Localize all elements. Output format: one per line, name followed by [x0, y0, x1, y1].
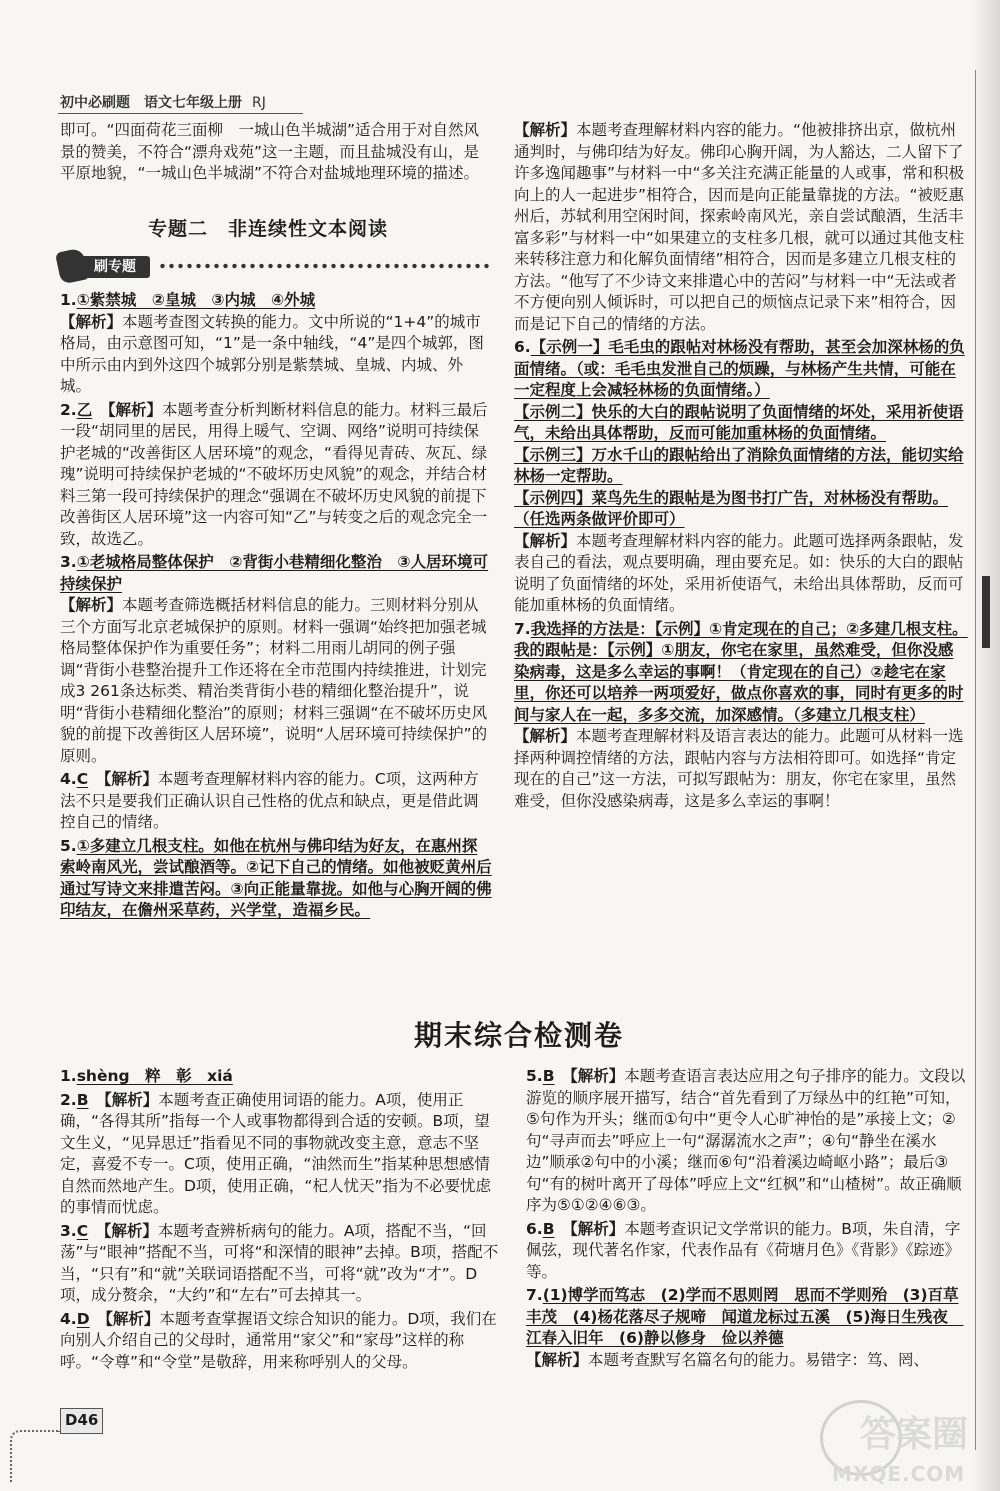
analysis-tag: 【解析】: [107, 400, 162, 419]
section-title: 专题二 非连续性文本阅读: [148, 218, 389, 240]
header-rule: [58, 113, 303, 114]
analysis-text: 本题考查掌握语文综合知识的能力。D项，我们在向别人介绍自己的父母时，通常用“家父”和“家母”这样的称呼。“令尊”和“令堂”是敬辞，用来称呼别人的父母。: [60, 1309, 497, 1371]
header-series: 初中必刷题: [60, 95, 130, 111]
final-question-3: 3.C 【解析】本题考查辨析病句的能力。A项，搭配不当，“回荡”与“眼神”搭配不当，可将“和深情的眼神”去掉。B项，搭配不当，“只有”和“就”关联词语搭配不当，可将“就”改为“才”。D项，成分赘余，“大约”和“左右”可去掉其一。: [60, 1221, 499, 1304]
answer: D: [76, 1309, 90, 1328]
page-number: D46: [60, 1408, 103, 1434]
analysis-text: 本题考查正确使用词语的能力。A项，使用正确，“各得其所”指每一个人或事物都得到合适的安顿。B项，望文生义，“见异思迁”指看见不同的事物就改变主意，意志不坚定，喜爱不专一。C项，使用正确，“油然而生”指某种思想感情自然而然地产生。D项，使用正确，“杞人忧天”指为不必要忧虑的事情而忧虑。: [60, 1090, 491, 1216]
question-1: 1.①紫禁城 ②皇城 ③内城 ④外城 【解析】本题考查图文转换的能力。文中所说的“1+4”的城市格局，由示意图可知，“1”是一条中轴线，“4”是四个城郭，图中所示由内到外这四个城郭分别是紫禁城、皇城、内城、外城。: [60, 291, 484, 395]
analysis-text: 本题考查图文转换的能力。文中所说的“1+4”的城市格局，由示意图可知，“1”是一条中轴线，“4”是四个城郭，图中所示由内到外这四个城郭分别是紫禁城、皇城、内城、外城。: [60, 312, 484, 395]
analysis-tag: 【解析】: [103, 770, 158, 788]
analysis-tag: 【解析】: [514, 121, 577, 139]
final-question-2: 2.B 【解析】本题考查正确使用词语的能力。A项，使用正确，“各得其所”指每一个人或事物都得到合适的安顿。B项，望文生义，“见异思迁”指看见不同的事物就改变主意，意志不坚定，喜爱不专一。C项，使用正确，“油然而生”指某种思想感情自然而然地产生。D项，使用正确，“杞人忧天”指为不必要忧虑的事情而忧虑。: [60, 1090, 491, 1216]
header-edition: RJ: [252, 95, 266, 111]
left-top-column: [60, 120, 492, 187]
answer: B: [542, 1219, 555, 1238]
analysis-tag: 【解析】: [514, 727, 577, 745]
site-watermark: [820, 1400, 990, 1490]
page-fold-line: [975, 70, 976, 1450]
final-question-7: 7.(1)博学而笃志 (2)学而不思则罔 思而不学则殆 (3)百草丰茂 (4)杨花落尽子规啼 闻道龙标过五溪 (5)海日生残夜 江春入旧年 (6)静以修身 俭以养德 【解析】本题考查默写名篇名句的能力。易错字：笃、罔、: [526, 1286, 964, 1369]
final-exam-title: 期末综合检测卷: [414, 1019, 625, 1052]
reply-text: 我的跟帖是：【示例】①朋友，你宅在家里，虽然难受，但你没感染病毒，这是多么幸运的事啊！（肯定现在的自己）②趁宅在家里，你还可以培养一两项爱好，做点你喜欢的事，同时有更多的时间与家人在一起，多多交流，加深感情。（多建立几根支柱）: [514, 641, 964, 724]
answer: 乙: [76, 400, 93, 419]
intro-paragraph: 即可。“四面荷花三面柳 一城山色半城湖”适合用于对自然风景的赞美，不符合“漂舟戏苑”这一主题，而且盐城没有山，是平原地貌，“一城山色半城湖”不符合对盐城地理环境的描述。: [60, 121, 480, 182]
example-3: 【示例三】万水千山的跟帖给出了消除负面情绪的方法，能切实给林杨一定帮助。: [514, 445, 964, 485]
answer: B: [542, 1067, 555, 1085]
header-subject: 语文七年级上册: [144, 95, 242, 111]
question-7: 7.我选择的方法是：【示例】①肯定现在的自己；②多建几根支柱。 我的跟帖是：【示例】①朋友，你宅在家里，虽然难受，但你没感染病毒，这是多么幸运的事啊！（肯定现在的自己）②趁宅在家里，你还可以培养一两项爱好，做点你喜欢的事，同时有更多的时间与家人在一起，多多交流，加深感情。（多建立几根支柱） 【解析】本题考查理解材料及语言表达的能力。此题可从材料一选择两种调控情绪的方法，跟帖内容与方法相符即可。如选择“肯定现在的自己”这一方法，可拟写跟帖为：朋友，你宅在家里，虽然难受，但你没感染病毒，这是多么幸运的事啊！: [514, 619, 968, 810]
right-bottom-column: [526, 1066, 968, 1373]
analysis-text: 本题考查理解材料内容的能力。“他被排挤出京，做杭州通判时，与佛印结为好友。佛印心胸开阔，为人豁达，二人留下了许多逸闻趣事”与材料一中“多关注充满正能量的人或事，常和积极向上的人一起进步”相符合，因而是向正能量靠拢的方法。“被贬惠州后，苏轼利用空闲时间，探索岭南风光，亲自尝试酿酒，生活丰富多彩”与材料一中“如果建立的支柱多几根，就可以通过其他支柱来转移注意力和化解负面情绪”相符合，因而是多建立几根支柱的方法。“他写了不少诗文来排遣心中的苦闷”与材料一中“无法或者不方便向别人倾诉时，可以把自己的烦恼点记录下来”相符合，因而是记下自己的情绪的方法。: [514, 121, 965, 333]
final-question-5: 5.B 【解析】本题考查语言表达应用之句子排序的能力。文段以游览的顺序展开描写，结合“首先看到了万绿丛中的红艳”可知，⑤句作为开头；继而①句中“更令人心旷神怡的是”承接上文；②句“寻声而去”呼应上一句“潺潺流水之声”；④句“静坐在溪水边”顺承②句中的小溪；继而⑥句“沿着溪边崎岖小路”；最后③句“有的树叶离开了母体”呼应上文“红枫”和“山楂树”。故正确顺序为⑤①②④⑥③。: [526, 1067, 966, 1214]
answer: ①多建立几根支柱。如他在杭州与佛印结为好友，在惠州探索岭南风光，尝试酿酒等。②记下自己的情绪。如他被贬黄州后通过写诗文来排遣苦闷。③向正能量靠拢。如他与心胸开阔的佛印结友，在儋州采草药，兴学堂，造福乡民。: [60, 836, 492, 919]
corner-dotted-frame: [10, 1430, 60, 1482]
analysis-text: 本题考查筛选概括材料信息的能力。三则材料分别从三个方面写北京老城保护的原则。材料一强调“始终把加强老城格局整体保护作为重要任务”；材料二用雨儿胡同的例子强调“背街小巷整治提升工作还将在全市范围内持续推进，计划完成3 261条达标类、精治类背街小巷的精细化整治提升”，说明“背街小巷精细化整治”的原则；材料三强调“在不破坏历史风貌的前提下改善街区人居环境”，说明“人居环境可持续保护”的原则。: [60, 596, 488, 765]
analysis-tag: 【解析】: [105, 1309, 160, 1328]
question-2: 2.乙 【解析】本题考查分析判断材料信息的能力。材料三最后一段“胡同里的居民，用得上暖气、空调、网络”说明可持续保护老城的“改善街区人居环境”的观念，“看得见青砖、灰瓦、绿瑰”说明可持续保护老城的“不破坏历史风貌”的观念，并结合材料三第一段可持续保护的理念“强调在不破坏历史风貌的前提下改善街区人居环境”这一内容可知“乙”与转变之后的观念完全一致，故选乙。: [60, 400, 488, 548]
answer: C: [76, 770, 89, 788]
analysis-tag: 【解析】: [103, 1221, 158, 1240]
section-badge: [58, 250, 153, 282]
analysis-tag: 【解析】: [60, 312, 123, 331]
analysis-text: 本题考查分析判断材料信息的能力。材料三最后一段“胡同里的居民，用得上暖气、空调、网络”说明可持续保护老城的“改善街区人居环境”的观念，“看得见青砖、灰瓦、绿瑰”说明可持续保护老城的“不破坏历史风貌”的观念，并结合材料三第一段可持续保护的理念“强调在不破坏历史风貌的前提下改善街区人居环境”这一内容可知“乙”与转变之后的观念完全一致，故选乙。: [60, 400, 488, 548]
dotted-divider: [158, 262, 493, 270]
question-5: 5.①多建立几根支柱。如他在杭州与佛印结为好友，在惠州探索岭南风光，尝试酿酒等。②记下自己的情绪。如他被贬黄州后通过写诗文来排遣苦闷。③向正能量靠拢。如他与心胸开阔的佛印结友，在儋州采草药，兴学堂，造福乡民。: [60, 836, 492, 919]
final-question-1: 1.shèng 粹 彰 xiá: [60, 1067, 233, 1085]
answer: shèng 粹 彰 xiá: [76, 1067, 233, 1085]
final-question-6: 6.B 【解析】本题考查识记文学常识的能力。B项，朱自清，字佩弦，现代著名作家，代表作品有《荷塘月色》《背影》《踪迹》等。: [526, 1219, 961, 1281]
analysis-text: 本题考查理解材料内容的能力。此题可选择两条跟帖，发表自己的看法，观点要明确，理由要充足。如：快乐的大白的跟帖说明了负面情绪的坏处，采用祈使语气，未给出具体帮助，反而可能加重林杨的负面情绪。: [514, 531, 964, 614]
page-edge-shadow: [972, 0, 1000, 1491]
question-4: 4.C 【解析】本题考查理解材料内容的能力。C项，这两种方法不只是要我们正确认识自己性格的优点和缺点，更是借此调控自己的情绪。: [60, 770, 479, 831]
analysis-text: 本题考查理解材料内容的能力。C项，这两种方法不只是要我们正确认识自己性格的优点和缺点，更是借此调控自己的情绪。: [60, 770, 479, 831]
answer: B: [76, 1090, 89, 1109]
analysis-text: 本题考查理解材料及语言表达的能力。此题可从材料一选择两种调控情绪的方法，跟帖内容与方法相符即可。如选择“肯定现在的自己”这一方法，可拟写跟帖为：朋友，你宅在家里，虽然难受，但你没感染病毒，这是多么幸运的事啊！: [514, 727, 964, 810]
analysis-tag: 【解析】: [514, 531, 577, 550]
right-top-column: [514, 120, 968, 814]
page-edge-mark: [982, 576, 990, 648]
watermark-url: MXQE.COM: [832, 1462, 966, 1486]
analysis-text: 本题考查语言表达应用之句子排序的能力。文段以游览的顺序展开描写，结合“首先看到了万绿丛中的红艳”可知，⑤句作为开头；继而①句中“更令人心旷神怡的是”承接上文；②句“寻声而去”呼应上一句“潺潺流水之声”；④句“静坐在溪水边”顺承②句中的小溪；继而⑥句“沿着溪边崎岖小路”；最后③句“有的树叶离开了母体”呼应上文“红枫”和“山楂树”。故正确顺序为⑤①②④⑥③。: [526, 1067, 966, 1214]
analysis-tag: 【解析】: [526, 1350, 589, 1369]
example-2: 【示例二】快乐的大白的跟帖说明了负面情绪的坏处，采用祈使语气，未给出具体帮助，反而可能加重林杨的负面情绪。: [514, 402, 964, 442]
left-bottom-column: [60, 1066, 500, 1375]
analysis-text: 本题考查识记文学常识的能力。B项，朱自清，字佩弦，现代著名作家，代表作品有《荷塘月色》《背影》《踪迹》等。: [526, 1219, 961, 1281]
running-header: [60, 92, 266, 112]
analysis-tag: 【解析】: [570, 1067, 625, 1085]
analysis-tag: 【解析】: [570, 1219, 625, 1238]
chosen-method: 我选择的方法是：【示例】①肯定现在的自己；②多建几根支柱。: [530, 619, 968, 638]
question-3: 3.①老城格局整体保护 ②背街小巷精细化整治 ③人居环境可持续保护 【解析】本题考查筛选概括材料信息的能力。三则材料分别从三个方面写北京老城保护的原则。材料一强调“始终把加强老城格局整体保护作为重要任务”；材料二用雨儿胡同的例子强调“背街小巷整治提升工作还将在全市范围内持续推进，计划完成3 261条达标类、精治类背街小巷的精细化整治提升”，说明“背街小巷精细化整治”的原则；材料三强调“在不破坏历史风貌的前提下改善街区人居环境”，说明“人居环境可持续保护”的原则。: [60, 553, 489, 765]
example-4: 【示例四】菜鸟先生的跟帖是为图书打广告，对林杨没有帮助。（任选两条做评价即可）: [514, 488, 949, 528]
analysis-text: 本题考查默写名篇名句的能力。易错字：笃、罔、: [588, 1350, 930, 1369]
watermark-logo-text: 答案圈: [860, 1414, 969, 1455]
answer: C: [76, 1221, 89, 1240]
q5-analysis: [514, 120, 968, 335]
answer: (1)博学而笃志 (2)学而不思则罔 思而不学则殆 (3)百草丰茂 (4)杨花落尽子规啼 闻道龙标过五溪 (5)海日生残夜 江春入旧年 (6)静以修身 俭以养德: [526, 1286, 964, 1347]
answer: ①紫禁城 ②皇城 ③内城 ④外城: [76, 291, 316, 309]
answer: ①老城格局整体保护 ②背街小巷精细化整治 ③人居环境可持续保护: [60, 553, 489, 593]
question-6: 6.【示例一】毛毛虫的跟帖对林杨没有帮助，甚至会加深林杨的负面情绪。（或：毛毛虫发泄自己的烦躁，与林杨产生共情，可能在一定程度上会减轻林杨的负面情绪。） 【示例二】快乐的大白的跟帖说明了负面情绪的坏处，采用祈使语气，未给出具体帮助，反而可能加重林杨的负面情绪。 【示例三】万水千山的跟帖给出了消除负面情绪的方法，能切实给林杨一定帮助。 【示例四】菜鸟先生的跟帖是为图书打广告，对林杨没有帮助。（任选两条做评价即可） 【解析】本题考查理解材料内容的能力。此题可选择两条跟帖，发表自己的看法，观点要明确，理由要充足。如：快乐的大白的跟帖说明了负面情绪的坏处，采用祈使语气，未给出具体帮助，反而可能加重林杨的负面情绪。: [514, 338, 965, 614]
example-1: 【示例一】毛毛虫的跟帖对林杨没有帮助，甚至会加深林杨的负面情绪。（或：毛毛虫发泄自己的烦躁，与林杨产生共情，可能在一定程度上会减轻林杨的负面情绪。）: [514, 338, 965, 399]
final-question-4: 4.D 【解析】本题考查掌握语文综合知识的能力。D项，我们在向别人介绍自己的父母时，通常用“家父”和“家母”这样的称呼。“令尊”和“令堂”是敬辞，用来称呼别人的父母。: [60, 1309, 497, 1371]
analysis-text: 本题考查辨析病句的能力。A项，搭配不当，“回荡”与“眼神”搭配不当，可将“和深情的眼神”去掉。B项，搭配不当，“只有”和“就”关联词语搭配不当，可将“就”改为“才”。D项，成分赘余，“大约”和“左右”可去掉其一。: [60, 1221, 499, 1304]
left-questions-top: [60, 290, 492, 924]
analysis-tag: 【解析】: [60, 596, 123, 614]
badge-label: 刷专题: [80, 256, 150, 278]
analysis-tag: 【解析】: [104, 1090, 159, 1109]
